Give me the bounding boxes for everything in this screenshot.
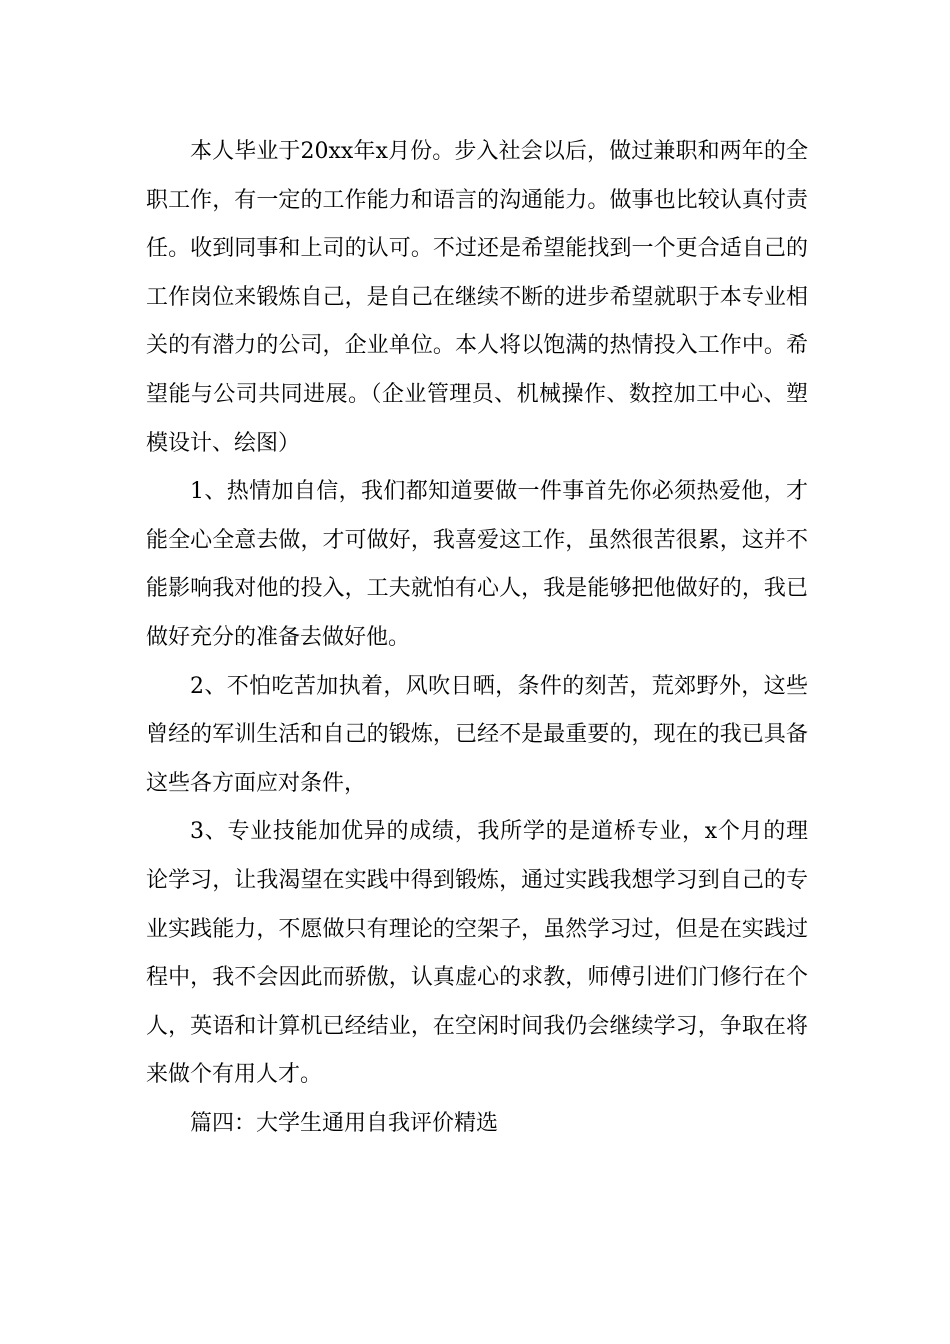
paragraph-point-2: 2、不怕吃苦加执着，风吹日晒，条件的刻苦，荒郊野外，这些曾经的军训生活和自己的锻炼，已经不是最重要的，现在的我已具备这些各方面应对条件， <box>146 673 808 796</box>
document-body <box>146 128 808 1148</box>
paragraph-point-1: 1、热情加自信，我们都知道要做一件事首先你必须热爱他，才能全心全意去做，才可做好，我喜爱这工作，虽然很苦很累，这并不能影响我对他的投入，工夫就怕有心人，我是能够把他做好的，我已做好充分的准备去做好他。 <box>146 479 808 650</box>
paragraph-intro: 本人毕业于20xx年x月份。步入社会以后，做过兼职和两年的全职工作，有一定的工作能力和语言的沟通能力。做事也比较认真付责任。收到同事和上司的认可。不过还是希望能找到一个更合适自己的工作岗位来锻炼自己，是自己在继续不断的进步希望就职于本专业相关的有潜力的公司，企业单位。本人将以饱满的热情投入工作中。希望能与公司共同进展。（企业管理员、机械操作、数控加工中心、塑模设计、绘图） <box>146 139 808 456</box>
section-heading: 篇四：大学生通用自我评价精选 <box>190 1110 499 1136</box>
paragraph-point-3: 3、专业技能加优异的成绩，我所学的是道桥专业，x个月的理论学习，让我渴望在实践中得到锻炼，通过实践我想学习到自己的专业实践能力，不愿做只有理论的空架子，虽然学习过，但是在实践过程中，我不会因此而骄傲，认真虚心的求教，师傅引进们门修行在个人，英语和计算机已经结业，在空闲时间我仍会继续学习，争取在将来做个有用人才。 <box>146 819 809 1088</box>
